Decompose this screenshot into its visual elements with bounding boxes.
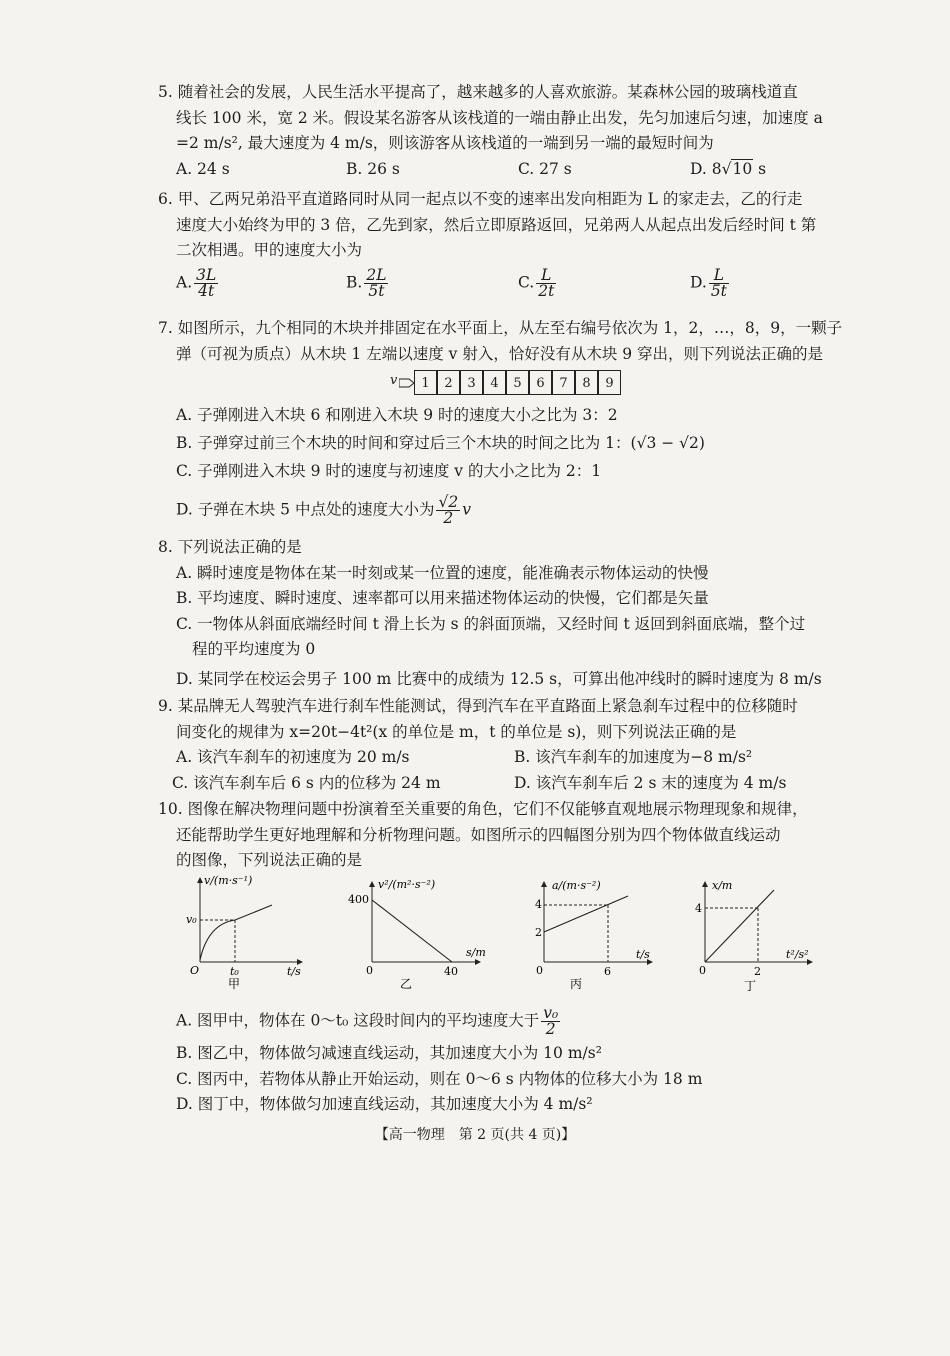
q10-option-d: D. 图丁中，物体做匀加速直线运动，其加速度大小为 4 m/s² — [176, 1095, 593, 1113]
q5-option-d: D. 8√10 s — [690, 159, 767, 178]
q7-option-a: A. 子弹刚进入木块 6 和刚进入木块 9 时的速度大小之比为 3：2 — [176, 406, 618, 424]
jia-origin: O — [190, 964, 200, 977]
bullet-icon — [399, 378, 415, 388]
q9-option-c: C. 该汽车刹车后 6 s 内的位移为 24 m — [172, 774, 441, 792]
q7-option-d: D. 子弹在木块 5 中点处的速度大小为 $\frac{√2}{2}$ v — [176, 492, 471, 527]
graph-jia — [186, 874, 302, 991]
yi-xtick: 40 — [444, 965, 458, 978]
yi-xlabel: s/m — [466, 946, 486, 959]
wood-block: 8 — [575, 370, 598, 395]
page-footer: 【高一物理 第 2 页(共 4 页)】 — [374, 1127, 576, 1143]
q6-option-a: A. $\frac{3L}{4t}$ — [176, 265, 217, 300]
v2-line — [372, 900, 452, 962]
yi-ytick: 400 — [348, 893, 369, 906]
jia-v0: v₀ — [186, 913, 197, 926]
q6-option-c: C. $\frac{L}{2t}$ — [518, 265, 555, 300]
ding-ytick: 4 — [695, 902, 702, 915]
ding-ylabel: x/m — [712, 879, 733, 892]
q9-line2: 间变化的规律为 x=20t−4t²(x 的单位是 m，t 的单位是 s)，则下列说法正确的是 — [176, 722, 737, 741]
question-7-options — [158, 403, 858, 526]
wood-block: 3 — [460, 370, 483, 395]
bing-ytick-top: 4 — [535, 898, 542, 911]
wood-block: 2 — [437, 370, 460, 395]
wood-block: 4 — [483, 370, 506, 395]
graph-ding — [695, 879, 812, 992]
q9-line1: 9. 某品牌无人驾驶汽车进行刹车性能测试，得到汽车在平直路面上紧急刹车过程中的位移随时 — [158, 697, 798, 715]
q9-options-row1 — [158, 745, 858, 771]
q6-line1: 6. 甲、乙两兄弟沿平直道路同时从同一起点以不变的速率出发向相距为 L 的家走去，乙的行走 — [158, 190, 803, 208]
question-6 — [158, 187, 858, 304]
ding-caption: 丁 — [744, 979, 757, 992]
q5-line1: 5. 随着社会的发展，人民生活水平提高了，越来越多的人喜欢旅游。某森林公园的玻璃栈道直 — [158, 83, 798, 101]
q10-option-c: C. 图丙中，若物体从静止开始运动，则在 0～6 s 内物体的位移大小为 18 m — [176, 1069, 703, 1088]
question-9 — [158, 694, 858, 797]
q5-line3: =2 m/s², 最大速度为 4 m/s，则该游客从该栈道的一端到另一端的最短时间为 — [176, 134, 714, 152]
wood-block: 6 — [529, 370, 552, 395]
q6-line2: 速度大小始终为甲的 3 倍，乙先到家，然后立即原路返回，兄弟两人从起点出发后经时间 t 第 — [176, 215, 817, 234]
bing-xlabel: t/s — [636, 948, 650, 961]
q6-line3: 二次相遇。甲的速度大小为 — [176, 241, 363, 259]
velocity-curve — [200, 905, 272, 960]
q7-option-c: C. 子弹刚进入木块 9 时的速度与初速度 v 的大小之比为 2：1 — [176, 462, 602, 480]
ding-origin: 0 — [699, 964, 706, 977]
wood-block: 9 — [598, 370, 621, 395]
q5-options — [158, 157, 858, 183]
q8-option-a: A. 瞬时速度是物体在某一时刻或某一位置的速度，能准确表示物体运动的快慢 — [176, 563, 709, 582]
bing-ylabel: a/(m·s⁻²) — [552, 879, 601, 892]
bullet-velocity-label: v — [390, 373, 398, 388]
question-8 — [158, 535, 858, 692]
q9-option-b: B. 该汽车刹车的加速度为−8 m/s² — [514, 748, 753, 766]
q6-option-d: D. $\frac{L}{5t}$ — [690, 265, 727, 300]
q7-line2: 弹（可视为质点）从木块 1 左端以速度 v 射入，恰好没有从木块 9 穿出，则下列说法正确的是 — [176, 344, 824, 363]
q5-option-a: A. 24 s — [176, 159, 230, 178]
q9-options-row2 — [158, 771, 858, 797]
yi-ylabel: v²/(m²·s⁻²) — [378, 878, 436, 891]
q9-option-d: D. 该汽车刹车后 2 s 末的速度为 4 m/s — [514, 774, 787, 792]
question-10 — [158, 797, 858, 874]
question-7 — [158, 316, 858, 367]
question-10-options — [158, 1006, 858, 1118]
q5-option-b: B. 26 s — [346, 159, 400, 178]
question-5 — [158, 80, 858, 183]
ding-xlabel: t²/s² — [786, 948, 809, 961]
graph-yi — [348, 878, 486, 991]
q6-option-b: B. $\frac{2L}{5t}$ — [346, 265, 387, 300]
yi-origin: 0 — [366, 964, 373, 977]
q7-line1: 7. 如图所示，九个相同的木块并排固定在水平面上，从左至右编号依次为 1，2，…，8，9，一颗子 — [158, 319, 843, 337]
q7-option-b: B. 子弹穿过前三个木块的时间和穿过后三个木块的时间之比为 1：(√3 − √2) — [176, 433, 705, 452]
motion-graphs — [180, 872, 820, 992]
wood-block: 7 — [552, 370, 575, 395]
q10-line1: 10. 图像在解决物理问题中扮演着至关重要的角色，它们不仅能够直观地展示物理现象和规律， — [158, 800, 808, 818]
q8-option-d: D. 某同学在校运会男子 100 m 比赛中的成绩为 12.5 s，可算出他冲线时的瞬时速度为 8 m/s — [176, 669, 822, 688]
jia-xlabel: t/s — [287, 965, 301, 978]
ding-xtick: 2 — [754, 965, 761, 978]
graph-bing — [535, 879, 652, 991]
jia-ylabel: v/(m·s⁻¹) — [204, 874, 253, 887]
acceleration-line — [544, 896, 628, 932]
wood-block: 1 — [414, 370, 437, 395]
jia-t0: t₀ — [230, 965, 239, 978]
bing-xtick: 6 — [604, 965, 611, 978]
q10-line2: 还能帮助学生更好地理解和分析物理问题。如图所示的四幅图分别为四个物体做直线运动 — [176, 825, 781, 844]
q10-option-a: A. 图甲中，物体在 0～t₀ 这段时间内的平均速度大于 $\frac{\text{v₀}}{2}$ — [176, 1004, 559, 1038]
position-line — [705, 890, 774, 962]
bing-ytick-mid: 2 — [535, 926, 542, 939]
q5-line2: 线长 100 米，宽 2 米。假设某名游客从该栈道的一端由静止出发，先匀加速后匀速，加速度 a — [176, 108, 823, 127]
q8-option-b: B. 平均速度、瞬时速度、速率都可以用来描述物体运动的快慢，它们都是矢量 — [176, 589, 709, 607]
q5-option-c: C. 27 s — [518, 159, 572, 178]
q8-option-c: C. 一物体从斜面底端经时间 t 滑上长为 s 的斜面顶端，又经时间 t 返回到斜面底端，整个过 — [176, 614, 806, 633]
q8-option-c-cont: 程的平均速度为 0 — [192, 640, 316, 658]
bing-caption: 丙 — [570, 977, 583, 991]
q8-line1: 8. 下列说法正确的是 — [158, 538, 302, 556]
bing-origin: 0 — [536, 964, 543, 977]
wood-block: 5 — [506, 370, 529, 395]
q10-line3: 的图像，下列说法正确的是 — [176, 851, 363, 869]
q6-options — [158, 264, 858, 304]
q10-option-b: B. 图乙中，物体做匀减速直线运动，其加速度大小为 10 m/s² — [176, 1044, 602, 1062]
jia-caption: 甲 — [228, 977, 241, 991]
q9-option-a: A. 该汽车刹车的初速度为 20 m/s — [176, 748, 410, 766]
yi-caption: 乙 — [400, 977, 413, 991]
